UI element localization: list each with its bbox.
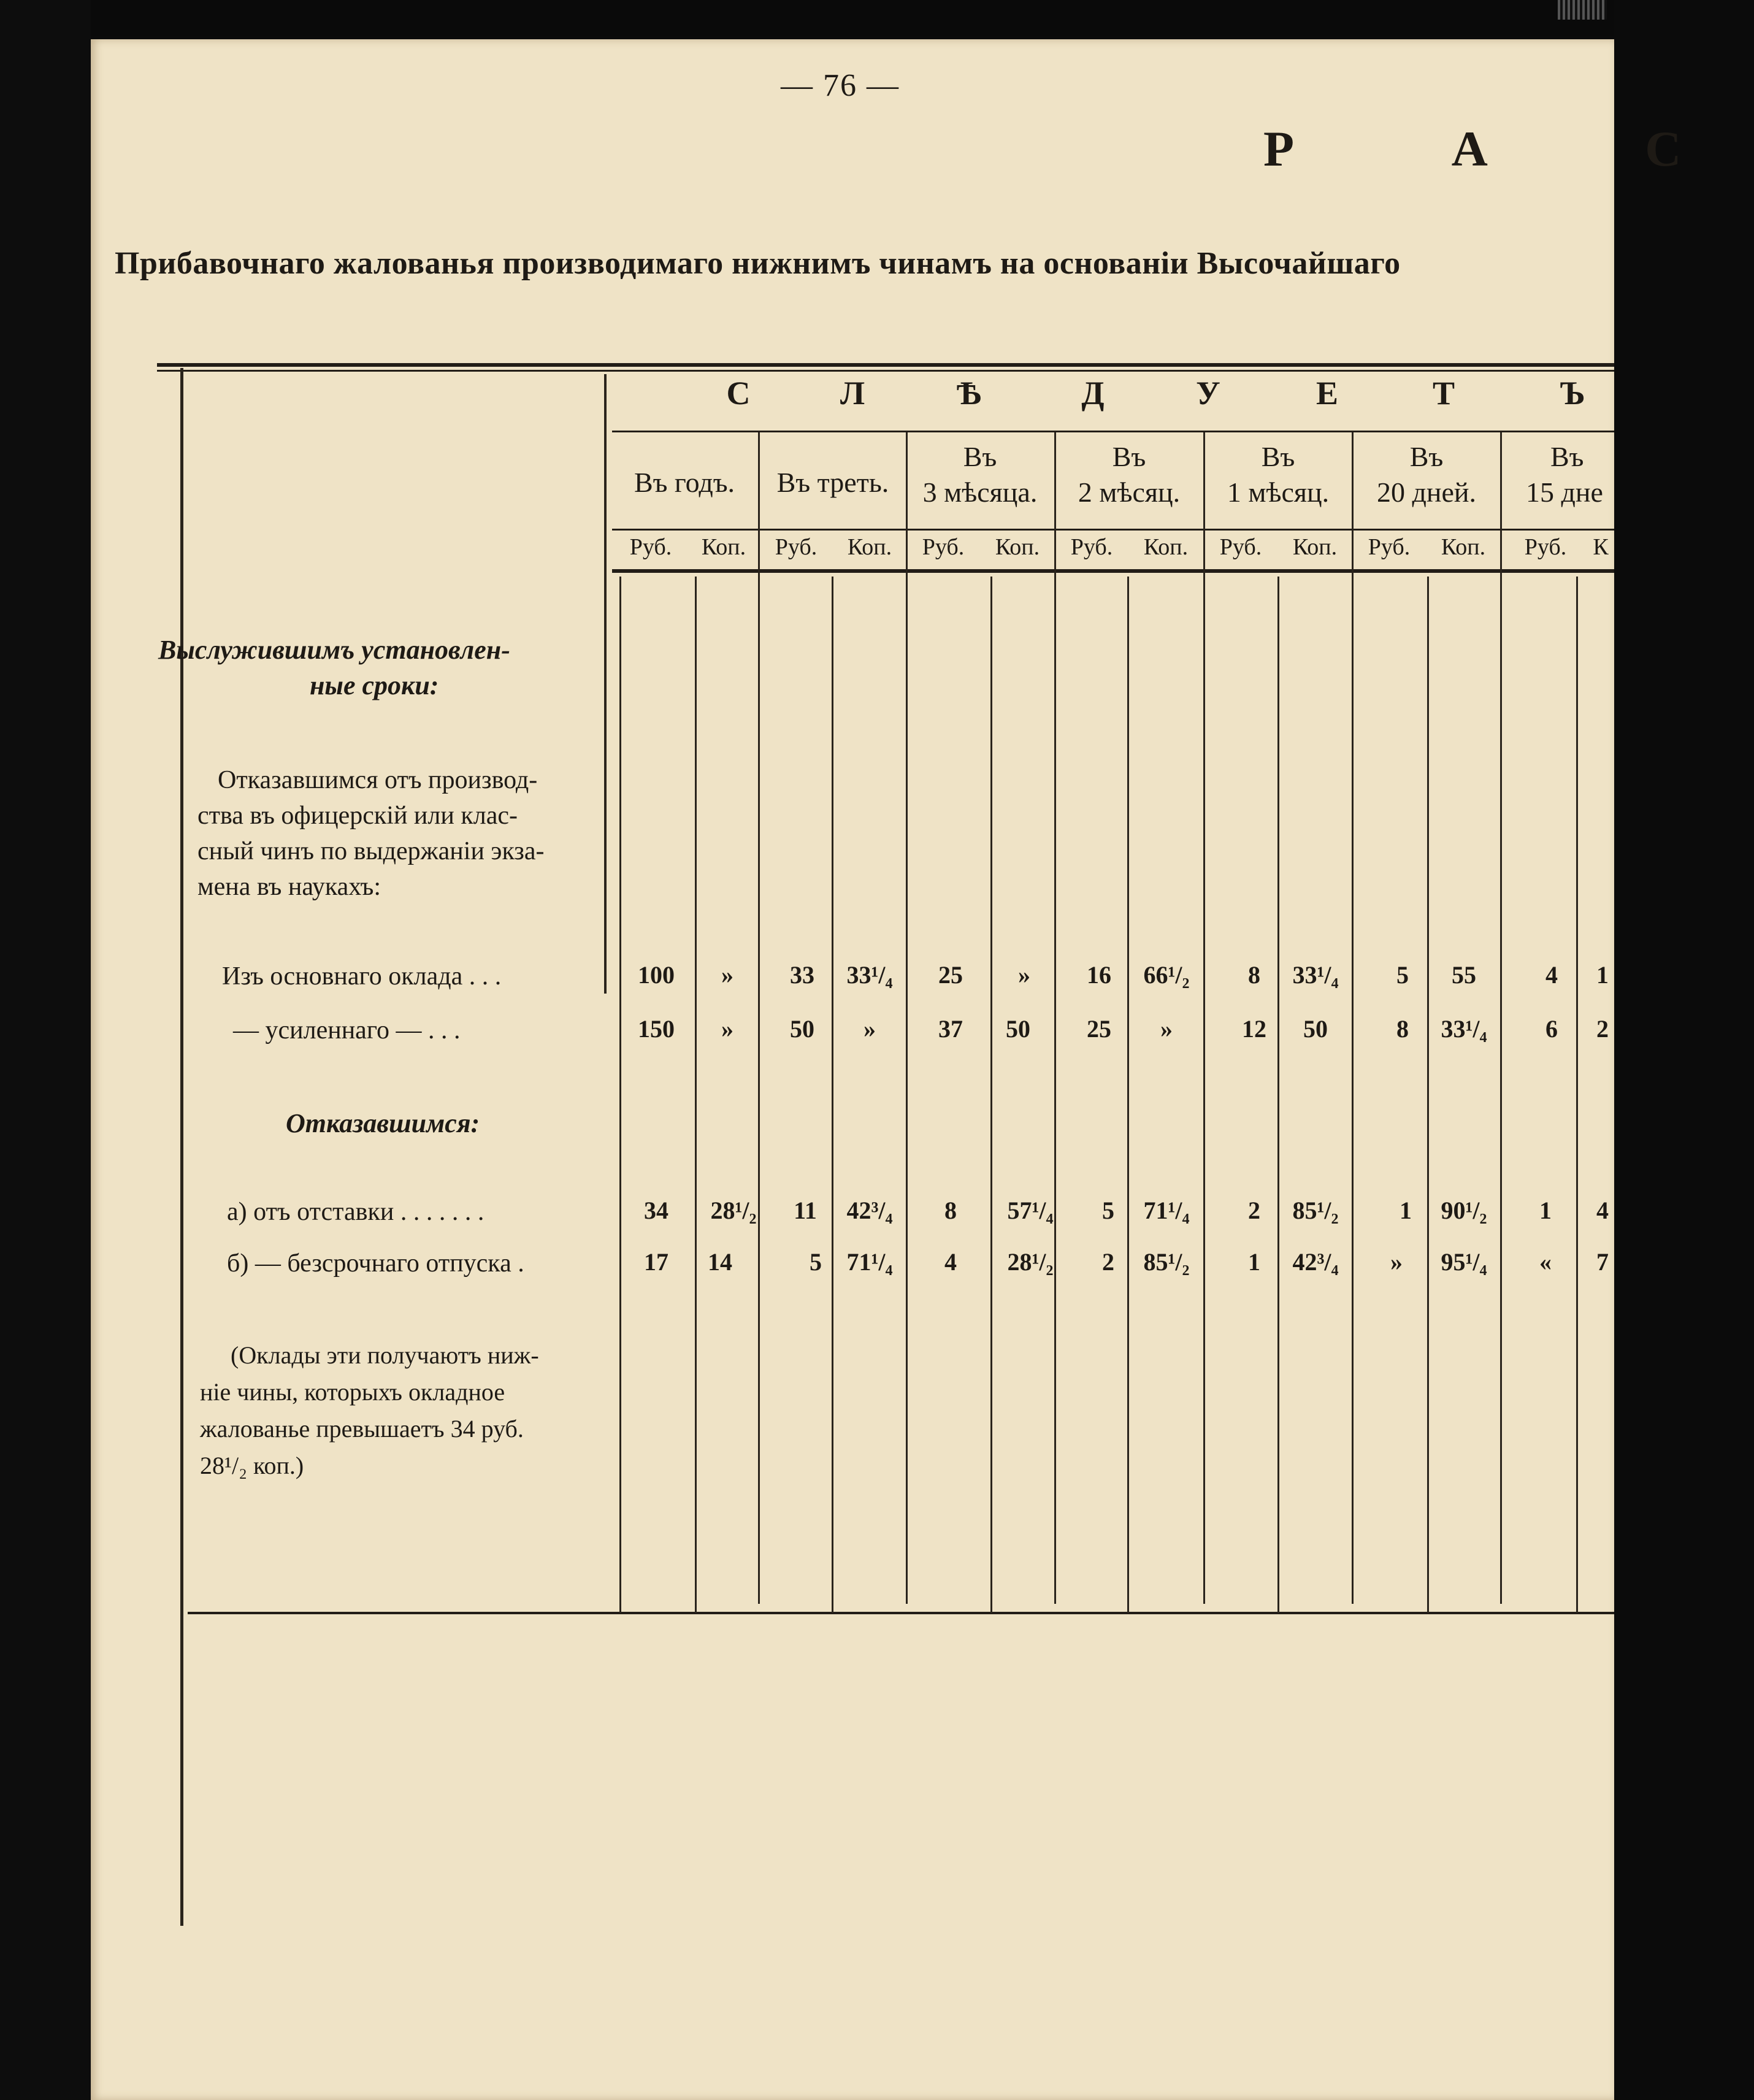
scan-left-border	[0, 0, 91, 2100]
table-cell: 66¹/₂	[1143, 961, 1190, 989]
table-cell: 71¹/₄	[1143, 1197, 1190, 1224]
unit-kop: Коп.	[1143, 534, 1189, 560]
table-cell: 28¹/₂	[710, 1197, 757, 1224]
table-cell: 12	[1242, 1015, 1266, 1043]
unit-rub: Руб.	[1219, 534, 1262, 560]
table-cell: 2	[1102, 1248, 1114, 1276]
table-cell: 4	[944, 1248, 957, 1276]
unit-kop: Коп.	[847, 534, 892, 560]
table-cell: 1	[1596, 961, 1609, 989]
unit-kop: Коп.	[1292, 534, 1338, 560]
rule-top-double-b	[157, 370, 1614, 372]
section-heading-served: Выслужившимъ установлен-	[158, 635, 510, 665]
table-cell: 6	[1545, 1015, 1558, 1043]
heading-letter: Ъ	[1560, 375, 1585, 412]
unit-kop: Коп.	[1441, 534, 1486, 560]
table-cell: 50	[790, 1015, 814, 1043]
table-cell: 42³/₄	[1292, 1248, 1339, 1276]
col-head-1-month: Въ 1 мѣсяц.	[1227, 441, 1330, 508]
table-cell: 33	[790, 961, 814, 989]
table-cell: 8	[1248, 961, 1260, 989]
heading-letter: Ѣ	[956, 375, 982, 412]
scan-top-border	[0, 0, 1614, 36]
table-cell: 11	[794, 1197, 817, 1224]
heading-letter: Д	[1081, 375, 1105, 412]
rule-bottom	[188, 1612, 1614, 1614]
note-line: (Оклады эти получаютъ ниж-	[231, 1341, 539, 1369]
vline-label-column	[604, 374, 607, 994]
table-cell: 4	[1545, 961, 1558, 989]
page-number: — 76 —	[781, 68, 900, 103]
note-line: нiе чины, которыхъ окладное	[200, 1378, 505, 1406]
table-cell: 5	[1102, 1197, 1114, 1224]
row-label-basic: Изъ основнаго оклада . . .	[222, 962, 502, 991]
heading-letter: Е	[1316, 375, 1339, 412]
heading-letter: У	[1196, 375, 1220, 412]
table-cell: 95¹/₄	[1441, 1248, 1487, 1276]
unit-rub: Руб.	[629, 534, 672, 560]
vline-sub-7	[1576, 577, 1578, 1613]
rule-under-heading	[612, 431, 1614, 432]
row-label-leave: б) — безсрочнаго отпуска .	[227, 1249, 524, 1278]
unit-rub: Руб.	[1070, 534, 1113, 560]
table-cell: 5	[1396, 961, 1409, 989]
table-cell: 5	[810, 1248, 822, 1276]
document-page	[91, 39, 1754, 2100]
unit-rub: Руб.	[922, 534, 965, 560]
spaced-title: Р А С	[1263, 121, 1754, 177]
col-head-15-days: Въ 15 дне	[1526, 441, 1603, 508]
table-cell: 1	[1248, 1248, 1260, 1276]
table-cell: 16	[1087, 961, 1111, 989]
table-cell: 57¹/₄	[1007, 1197, 1054, 1224]
col-head-third: Въ треть.	[776, 467, 889, 498]
vline-sub-2	[832, 577, 833, 1613]
unit-rub: Руб.	[1524, 534, 1567, 560]
section-heading-served-2: ные сроки:	[310, 670, 439, 700]
table-cell: 85¹/₂	[1143, 1248, 1190, 1276]
table-cell: 90¹/₂	[1441, 1197, 1487, 1224]
table-cell: 2	[1596, 1015, 1609, 1043]
section-heading-refused: Отказавшимся:	[286, 1108, 480, 1138]
row-label-enhanced: — усиленнаго — . . .	[233, 1016, 461, 1044]
paragraph-line: ства въ офицерскiй или клас-	[197, 802, 518, 830]
row-label-retirement: а) отъ отставки . . . . . . .	[227, 1198, 484, 1226]
table-cell: 71¹/₄	[846, 1248, 893, 1276]
table-cell: 4	[1596, 1197, 1609, 1224]
table-cell: »	[1160, 1015, 1173, 1043]
table-cell: »	[864, 1015, 876, 1043]
paragraph-line: сный чинъ по выдержанiи экза-	[197, 837, 545, 865]
vline-sub-3	[990, 577, 992, 1613]
vline-data-left	[619, 577, 621, 1613]
rule-under-units	[612, 569, 1614, 573]
table-cell: 2	[1248, 1197, 1260, 1224]
col-head-year: Въ годъ.	[634, 467, 735, 498]
unit-rub: Руб.	[775, 534, 818, 560]
table-cell: 100	[638, 961, 675, 989]
table-cell: 7	[1596, 1248, 1609, 1276]
table-cell: 33¹/₄	[1292, 961, 1339, 989]
table-cell: 1	[1400, 1197, 1412, 1224]
heading-letter: С	[726, 375, 751, 412]
table-cell: 17	[644, 1248, 668, 1276]
vline-sub-5	[1277, 577, 1279, 1613]
vline-sub-4	[1127, 577, 1129, 1613]
unit-kop-cut: К	[1593, 534, 1609, 560]
table-cell: 42³/₄	[846, 1197, 893, 1224]
paragraph-line: Отказавшимся отъ производ-	[218, 766, 538, 794]
note-line: жалованье превышаетъ 34 руб.	[200, 1415, 524, 1443]
rule-top-double-a	[157, 363, 1614, 367]
vline-left-border	[180, 368, 183, 1926]
note-line: 28¹/₂ коп.)	[200, 1452, 304, 1479]
table-cell: 8	[944, 1197, 957, 1224]
table-cell: 14	[708, 1248, 732, 1276]
table-cell: »	[721, 1015, 733, 1043]
heading-letter: Т	[1432, 375, 1455, 412]
table-cell: »	[1018, 961, 1030, 989]
table-cell: »	[721, 961, 733, 989]
table-cell: 25	[938, 961, 963, 989]
table-subtitle: Прибавочнаго жалованья производимаго нижнимъ чинамъ на основанiи Высочайшаго	[115, 246, 1401, 281]
unit-kop: Коп.	[995, 534, 1040, 560]
table-cell: 50	[1303, 1015, 1328, 1043]
table-cell: 33¹/₄	[846, 961, 893, 989]
col-head-3-months: Въ 3 мѣсяца.	[922, 441, 1038, 508]
rule-under-col-labels	[612, 529, 1614, 531]
table-cell: «	[1539, 1248, 1552, 1276]
table-cell: 85¹/₂	[1292, 1197, 1339, 1224]
vline-sub-6	[1427, 577, 1429, 1613]
table-cell: 37	[938, 1015, 963, 1043]
table-cell: 28¹/₂	[1007, 1248, 1054, 1276]
table-cell: 150	[638, 1015, 675, 1043]
table-cell: 34	[644, 1197, 668, 1224]
paragraph-line: мена въ наукахъ:	[197, 873, 381, 901]
table-cell: »	[1390, 1248, 1403, 1276]
vline-sub-1	[695, 577, 697, 1613]
table-cell: 50	[1006, 1015, 1030, 1043]
col-head-20-days: Въ 20 дней.	[1376, 441, 1477, 508]
col-head-2-months: Въ 2 мѣсяц.	[1078, 441, 1181, 508]
heading-letter: Л	[840, 375, 865, 412]
table-cell: 33¹/₄	[1441, 1015, 1487, 1043]
unit-kop: Коп.	[701, 534, 746, 560]
vline-group-1	[758, 432, 760, 1604]
unit-rub: Руб.	[1368, 534, 1411, 560]
scan-color-target	[1558, 0, 1607, 20]
table-cell: 55	[1452, 961, 1476, 989]
table-cell: 1	[1539, 1197, 1552, 1224]
table-cell: 25	[1087, 1015, 1111, 1043]
table-cell: 8	[1396, 1015, 1409, 1043]
